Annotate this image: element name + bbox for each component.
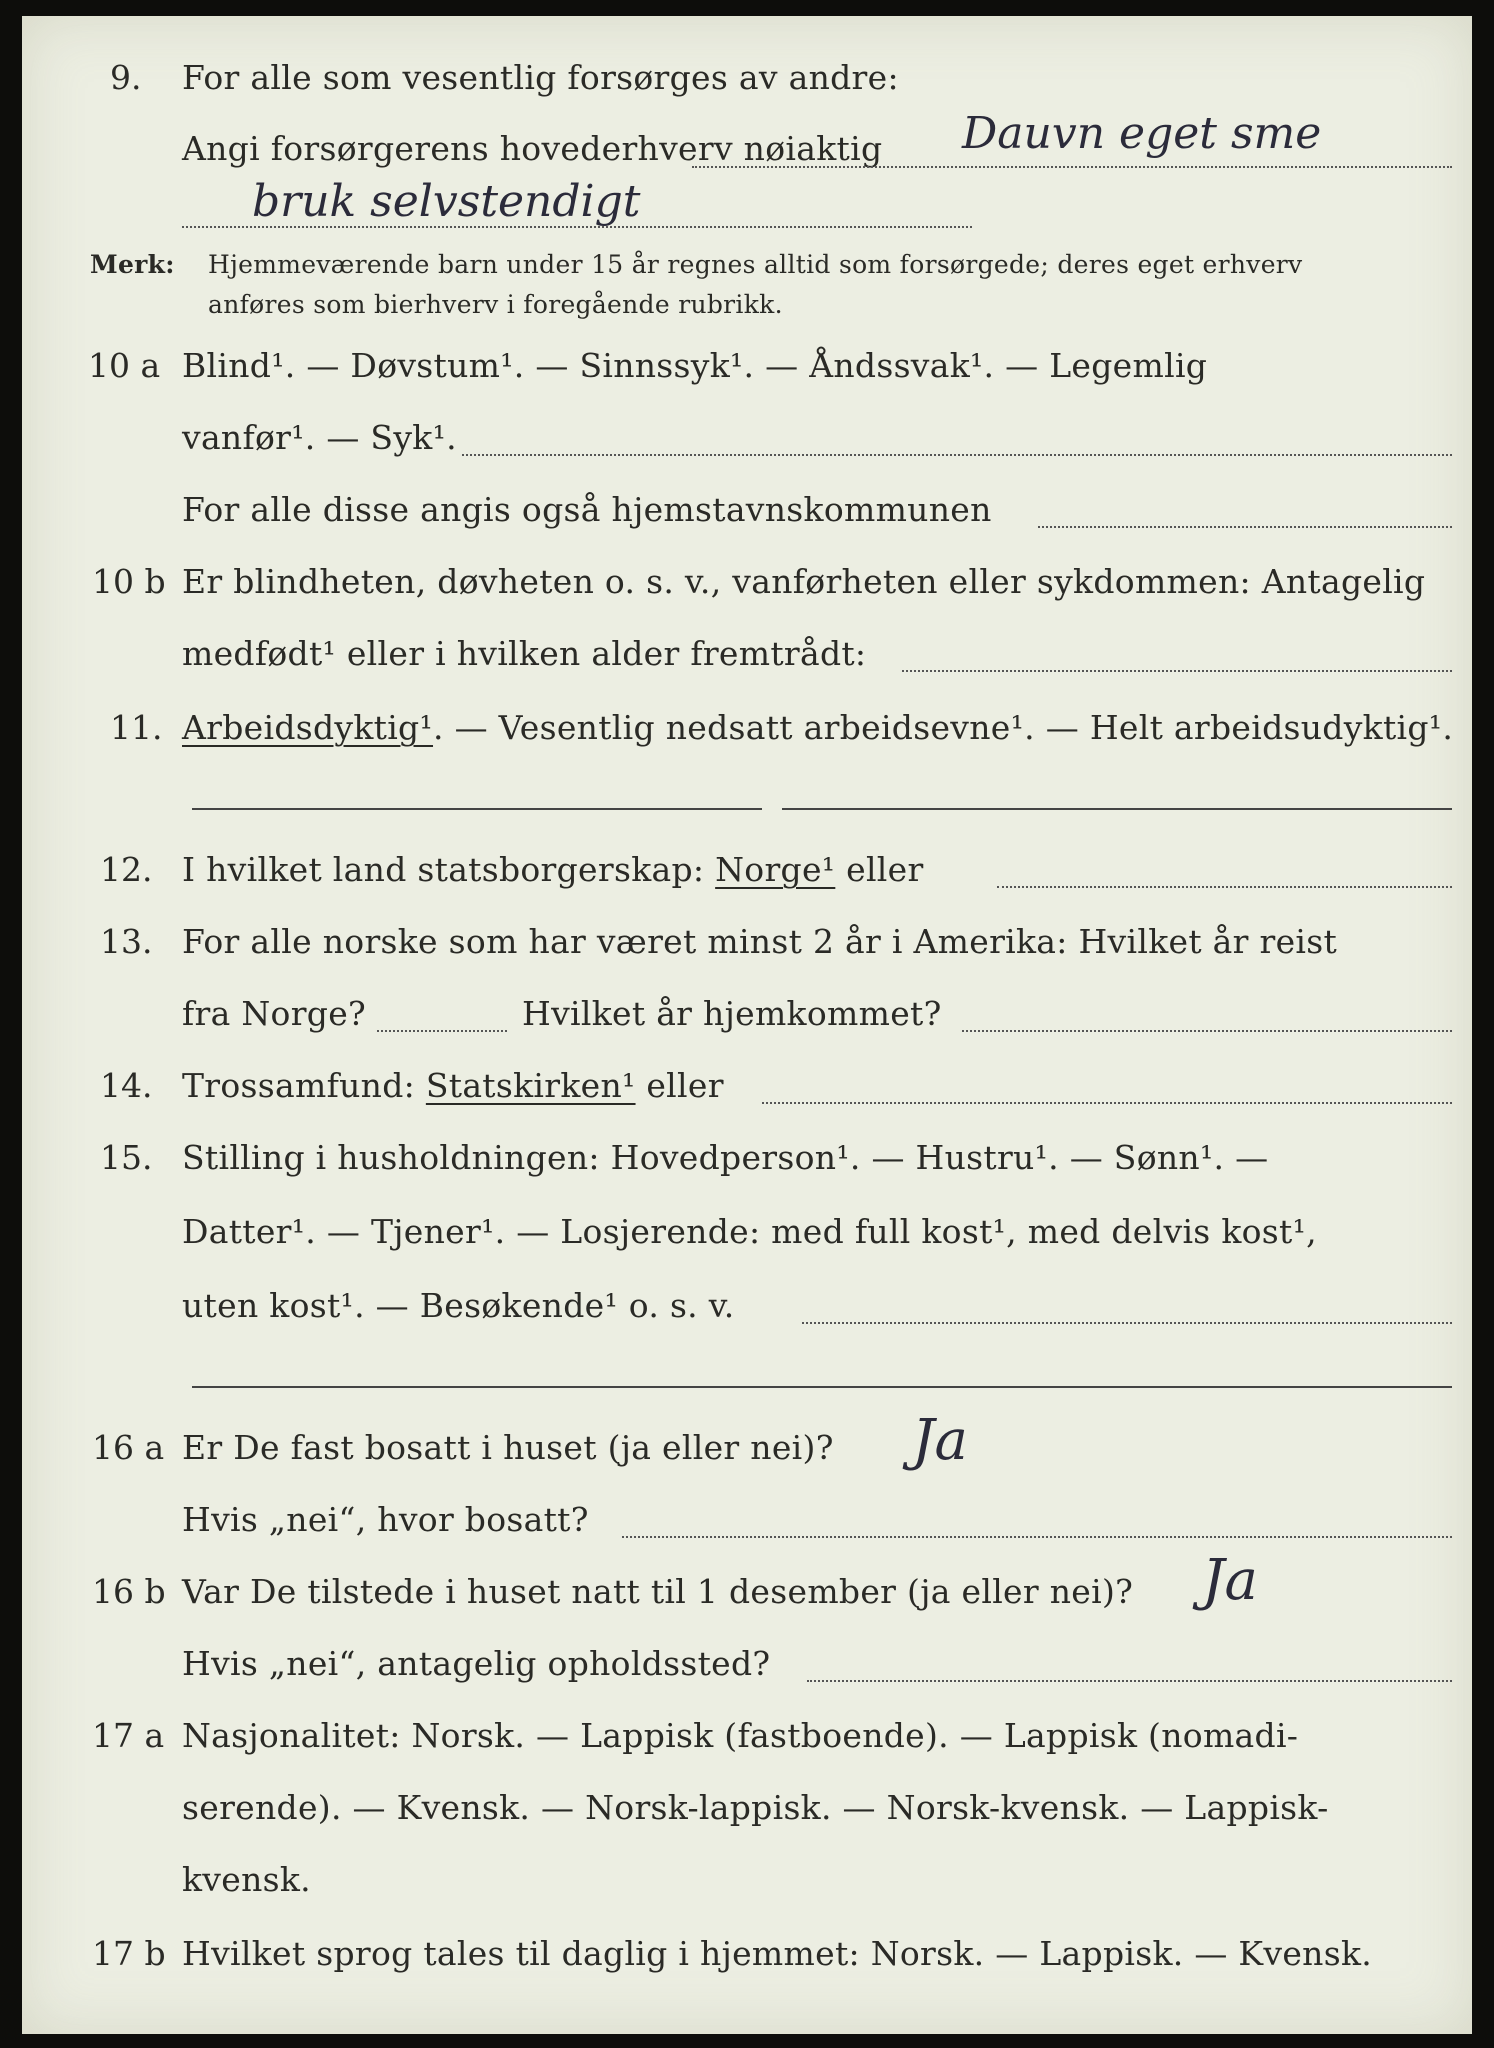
q14-text: Trossamfund: — [182, 1066, 416, 1105]
q11-number: 11. — [110, 708, 163, 747]
q10b-line2: medfødt¹ eller i hvilken alder fremtrådt: — [182, 634, 867, 673]
q15-line1: Stilling i husholdningen: Hovedperson¹. — Hustru¹. — Sønn¹. — — [182, 1138, 1269, 1177]
q10b-number: 10 b — [92, 562, 166, 601]
q16a-line1: Er De fast bosatt i huset (ja eller nei)? — [182, 1428, 834, 1467]
q10a-answer-line1 — [462, 454, 1452, 456]
q15-answer-line — [802, 1322, 1452, 1324]
q14-option-statskirken: Statskirken¹ — [425, 1066, 636, 1105]
q17b-line1: Hvilket sprog tales til daglig i hjemmet: Norsk. — Lappisk. — Kvensk. — [182, 1934, 1373, 1973]
merk-label: Merk: — [90, 250, 175, 279]
q11-rule-left — [192, 808, 762, 810]
q10a-line3: For alle disse angis også hjemstavnskommunen — [182, 490, 992, 529]
q16a-answer-line — [622, 1536, 1452, 1538]
q9-handwritten-answer1: Dauvn eget sme — [962, 108, 1322, 159]
q12-tail: eller — [846, 850, 924, 889]
q13-line1: For alle norske som har været minst 2 år i Amerika: Hvilket år reist — [182, 922, 1338, 961]
q16a-number: 16 a — [92, 1428, 165, 1467]
merk-line1: Hjemmeværende barn under 15 år regnes alltid som forsørgede; deres eget erhverv — [208, 250, 1303, 279]
q12-option-norge: Norge¹ — [715, 850, 836, 889]
q15-number: 15. — [100, 1138, 153, 1177]
q16b-answer-line — [807, 1680, 1452, 1682]
q13-answer-line1 — [377, 1030, 507, 1032]
q14-tail: eller — [646, 1066, 724, 1105]
q11-text — [182, 708, 1453, 747]
q12-text: I hvilket land statsborgerskap: — [182, 850, 705, 889]
q16a-line2: Hvis „nei“, hvor bosatt? — [182, 1500, 589, 1539]
census-form-page — [22, 16, 1472, 2034]
q15-line2: Datter¹. — Tjener¹. — Losjerende: med full kost¹, med delvis kost¹, — [182, 1212, 1317, 1251]
q17a-line1: Nasjonalitet: Norsk. — Lappisk (fastboende). — Lappisk (nomadi- — [182, 1716, 1299, 1755]
q16b-line1: Var De tilstede i huset natt til 1 desember (ja eller nei)? — [182, 1572, 1134, 1611]
q13-answer-line2 — [962, 1030, 1452, 1032]
q16b-line2: Hvis „nei“, antagelig opholdssted? — [182, 1644, 771, 1683]
q13-line2a: fra Norge? — [182, 994, 367, 1033]
merk-line2: anføres som bierhverv i foregående rubrikk. — [208, 290, 783, 319]
q13-number: 13. — [100, 922, 153, 961]
q12-line — [182, 850, 924, 889]
q14-line — [182, 1066, 724, 1105]
q14-answer-line — [762, 1102, 1452, 1104]
q12-number: 12. — [100, 850, 153, 889]
q14-number: 14. — [100, 1066, 153, 1105]
q9-line1: For alle som vesentlig forsørges av andre: — [182, 58, 899, 97]
q17a-line3: kvensk. — [182, 1860, 311, 1899]
q10a-answer-line2 — [1038, 526, 1452, 528]
q10a-line1: Blind¹. — Døvstum¹. — Sinnssyk¹. — Åndssvak¹. — Legemlig — [182, 346, 1208, 385]
q11-rule-right — [782, 808, 1452, 810]
q12-answer-line — [997, 886, 1452, 888]
q10b-answer-line — [902, 670, 1452, 672]
q9-number: 9. — [110, 58, 142, 97]
q15-rule — [192, 1386, 1452, 1388]
q13-line2b: Hvilket år hjemkommet? — [522, 994, 942, 1033]
q9-line2: Angi forsørgerens hovederhverv nøiaktig — [182, 129, 883, 168]
q10b-line1: Er blindheten, døvheten o. s. v., vanførheten eller sykdommen: Antagelig — [182, 562, 1426, 601]
q17a-number: 17 a — [92, 1716, 165, 1755]
q11-option-arbeidsdyktig: Arbeidsdyktig¹ — [182, 708, 434, 747]
q17a-line2: serende). — Kvensk. — Norsk-lappisk. — Norsk-kvensk. — Lappisk- — [182, 1788, 1329, 1827]
q10a-line2: vanfør¹. — Syk¹. — [182, 418, 457, 457]
q15-line3: uten kost¹. — Besøkende¹ o. s. v. — [182, 1286, 735, 1325]
q9-answer-line1 — [692, 166, 1452, 168]
q9-handwritten-answer2: bruk selvstendigt — [252, 176, 641, 227]
q10a-number: 10 a — [88, 346, 161, 385]
q16b-number: 16 b — [92, 1572, 166, 1611]
q16a-handwritten-answer: Ja — [912, 1408, 968, 1473]
q16b-handwritten-answer: Ja — [1202, 1548, 1258, 1613]
q17b-number: 17 b — [92, 1934, 166, 1973]
q11-rest: . — Vesentlig nedsatt arbeidsevne¹. — Helt arbeidsudyktig¹. — [433, 708, 1454, 747]
